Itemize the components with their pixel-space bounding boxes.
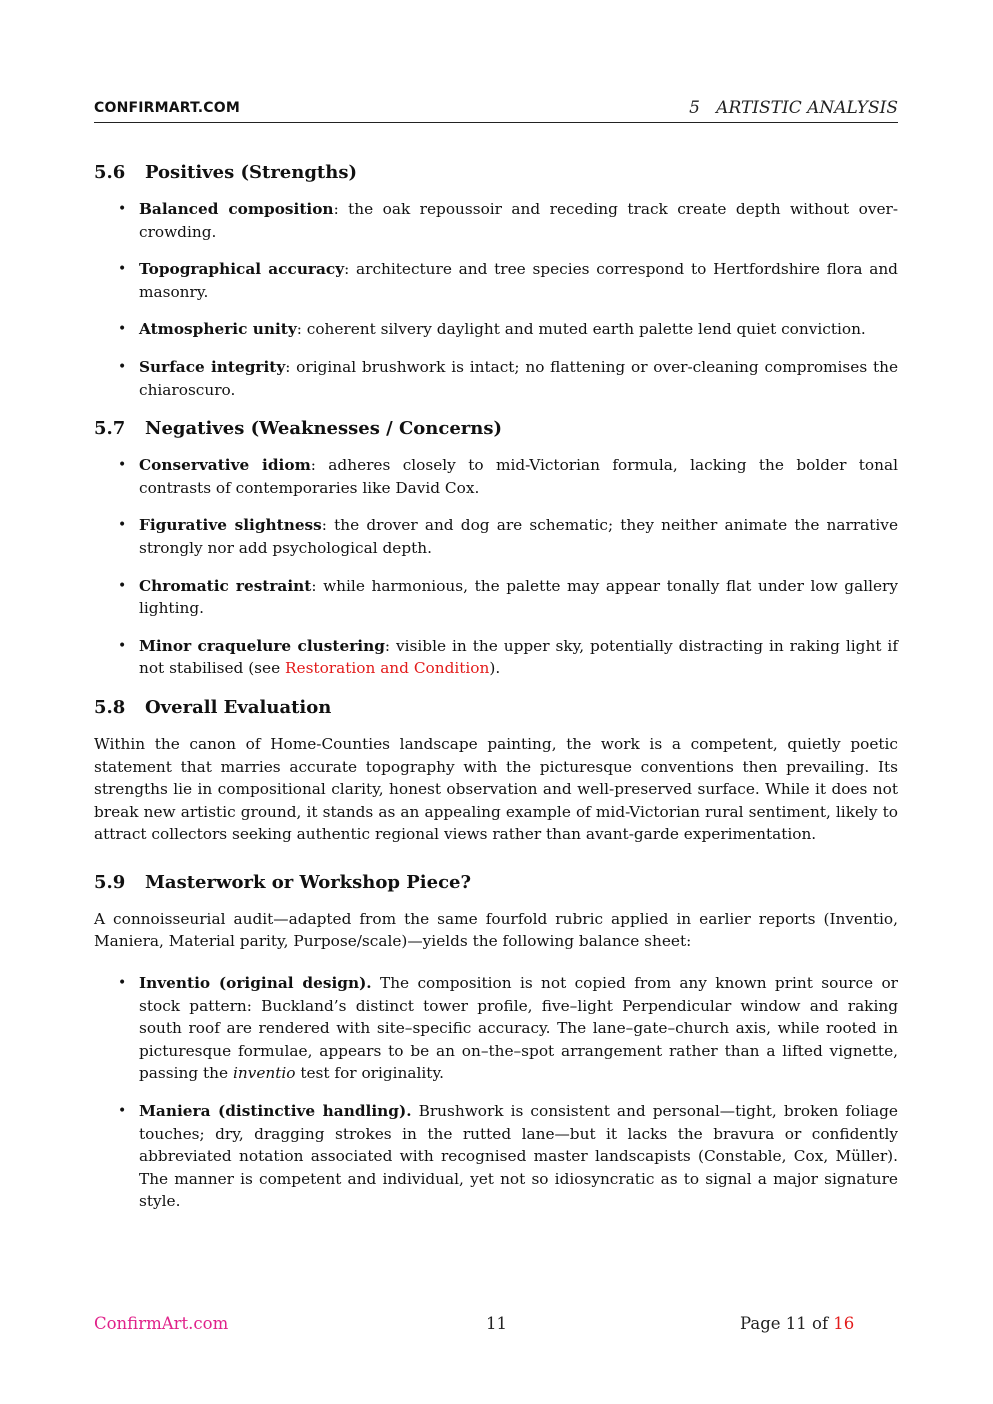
footer-page-number: 11 [486,1314,507,1333]
item-term: Maniera (distinctive handling). [139,1102,412,1121]
page-header [94,98,898,123]
item-term: Inventio (original design). [139,974,372,993]
list-item [94,635,898,680]
list-item [94,258,898,303]
section-heading-5-9 [94,870,898,896]
list-item [94,454,898,499]
running-head: 5 ARTISTIC ANALYSIS [689,98,898,118]
item-text: The composition is not copied from any known print source or stock pattern: Buckland’s distinct tower profile, five–light Perpendicular window and raking south roof are rendered with site–specific accuracy. The lane–gate–church axis, while rooted in picturesque formulae, appears to be an on–the–spot arrangement rather than a lifted vignette, passing the [139,974,898,1083]
audit-list [94,972,898,1213]
section-title: Negatives (Weaknesses / Concerns) [145,418,503,440]
item-term: Figurative slightness [139,516,322,535]
section-heading-5-7 [94,416,898,442]
section-title: Overall Evaluation [145,696,332,718]
section-number: 5.6 [94,162,126,183]
item-term: Surface integrity [139,357,286,376]
confirmart-logo: CONFIRMART.COM [94,100,241,116]
page-total-link[interactable]: 16 [833,1314,855,1333]
item-text: : adheres closely to mid-Victorian formula, lacking the bolder tonal contrasts of contemporaries like David Cox. [139,456,898,497]
list-item [94,1100,898,1213]
item-text: : coherent silvery daylight and muted earth palette lend quiet conviction. [296,320,866,339]
item-term: Balanced composition [139,200,334,218]
evaluation-paragraph: Within the canon of Home-Counties landscape painting, the work is a competent, quietly poetic statement that marries accurate topography with the picturesque conventions then prevailing. Its strengths lie in compositional clarity, honest observation and well-preserved surface. While it does not break new artistic ground, it stands as an appealing example of mid-Victorian rural sentiment, likely to attract collectors seeking authentic regional views rather than avant-garde experimentation. [94,734,898,844]
item-text-after: test for originality. [295,1064,444,1083]
list-item [94,356,898,401]
item-term: Minor craquelure clustering [139,636,385,655]
item-term: Topographical accuracy [139,260,345,279]
list-item [94,972,898,1085]
section-heading-5-6 [94,160,898,186]
item-text-after: ). [489,659,501,678]
page-of-prefix: Page 11 of [740,1314,834,1333]
list-item [94,514,898,559]
list-item [94,198,898,243]
restoration-condition-link[interactable]: Restoration and Condition [285,659,490,678]
item-term: Chromatic restraint [139,576,312,595]
item-text: : the drover and dog are schematic; they neither animate the narrative strongly nor add psychological depth. [139,516,898,557]
item-text: : visible in the upper sky, potentially distracting in raking light if not stabilised (see [139,636,898,678]
item-text: : original brushwork is intact; no flattening or over-cleaning compromises the chiaroscuro. [139,357,899,399]
item-text: : while harmonious, the palette may appear tonally flat under low gallery lighting. [139,576,898,618]
item-text: : the oak repoussoir and receding track create depth without over-crowding. [139,200,898,241]
audit-intro-paragraph: A connoisseurial audit—adapted from the same fourfold rubric applied in earlier reports (Inventio, Maniera, Material parity, Purpose/scale)—yields the following balance sheet: [94,909,898,951]
footer-site-link[interactable]: ConfirmArt.com [94,1314,229,1333]
section-number: 5.8 [94,696,126,718]
strengths-list [94,198,898,401]
item-term: Atmospheric unity [139,320,297,339]
section-title: Masterwork or Workshop Piece? [145,871,472,893]
page-content [94,160,898,1228]
section-number: 5.9 [94,871,126,893]
item-text: Brushwork is consistent and personal—tight, broken foliage touches; dry, dragging strokes in the rutted lane—but it lacks the bravura or confidently abbreviated notation associated with recognised master landscapists (Constable, Cox, Müller). The manner is competent and individual, yet not so idiosyncratic as to signal a major signature style. [139,1102,898,1211]
list-item [94,575,898,620]
item-text: : architecture and tree species correspond to Hertfordshire flora and masonry. [139,260,898,301]
section-number: 5.7 [94,418,126,440]
section-title: Positives (Strengths) [145,162,357,183]
item-emphasis: inventio [232,1064,296,1083]
item-term: Conservative idiom [139,456,311,475]
section-heading-5-8 [94,695,898,721]
list-item [94,318,898,341]
weaknesses-list [94,454,898,680]
footer-page-of [740,1314,854,1333]
